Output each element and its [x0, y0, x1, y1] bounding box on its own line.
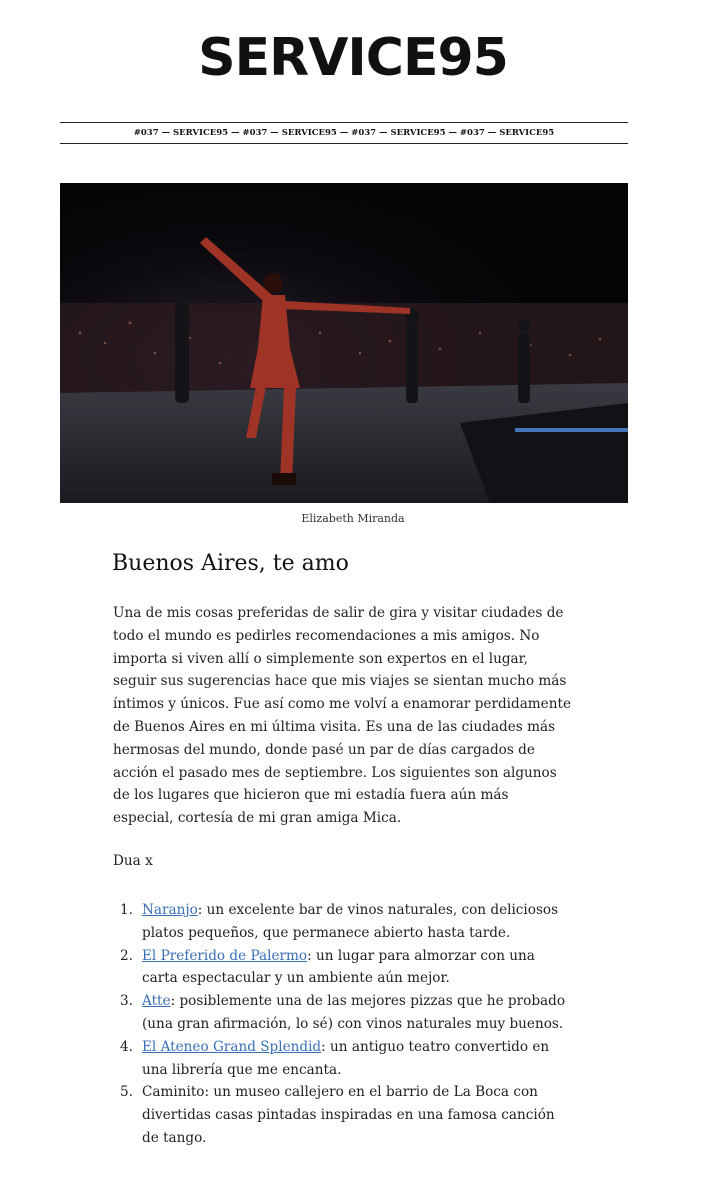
photo-caption: Elizabeth Miranda: [301, 512, 405, 525]
list-number: 1.: [120, 902, 133, 918]
list-number: 3.: [120, 993, 133, 1010]
list-item: [113, 899, 573, 945]
list-item: [113, 1036, 573, 1082]
list-item-text: : posiblemente una de las mejores pizzas que he probado (una gran afirmación, lo sé) con vinos naturales muy buenos.: [142, 993, 566, 1032]
list-number: 5.: [120, 1084, 133, 1101]
article-title: Buenos Aires, te amo: [112, 551, 349, 576]
list-item-text: : un excelente bar de vinos naturales, con deliciosos platos pequeños, que permanece abierto hasta tarde.: [142, 902, 559, 941]
hero-image: [60, 183, 628, 503]
site-logo[interactable]: SERVICE95: [198, 28, 508, 88]
issue-ticker: #037 — SERVICE95 — #037 — SERVICE95 — #037 — SERVICE95 — #037 — SERVICE95: [60, 122, 628, 144]
list-item-text: : un lugar para almorzar con una carta espectacular y un ambiente aún mejor.: [142, 947, 535, 987]
list-item: [113, 945, 573, 991]
list-number: 4.: [120, 1038, 133, 1055]
list-item: [113, 1081, 573, 1149]
recommendations-list: [113, 899, 573, 1150]
article-intro: Una de mis cosas preferidas de salir de gira y visitar ciudades de todo el mundo es pedirles recomendaciones a mis amigos. No importa si viven allí o simplemente son expertos en el lugar, seguir sus sugerencias hace que mis viajes se sientan mucho más íntimos y únicos. Fue así como me volví a enamorar perdidamente de Buenos Aires en mi última visita. Es una de las ciudades más hermosas del mundo, donde pasé un par de días cargados de acción el pasado mes de septiembre. Los siguientes son algunos de los lugares que hicieron que mi estadía fuera aún más especial, cortesía de mi gran amiga Mica.: [113, 605, 571, 827]
signoff: Dua x: [113, 853, 153, 869]
link-el-ateneo-grand-splendid[interactable]: El Ateneo Grand Splendid: [142, 1038, 322, 1055]
link-atte[interactable]: Atte: [142, 993, 171, 1010]
link-naranjo[interactable]: Naranjo: [142, 902, 198, 918]
list-item-text: Caminito: un museo callejero en el barrio de La Boca con divertidas casas pintadas inspiradas en una famosa canción de tango.: [142, 1084, 555, 1146]
list-item-text: : un antiguo teatro convertido en una librería que me encanta.: [142, 1038, 550, 1078]
concert-stage-photo: [60, 183, 628, 503]
link-el-preferido-de-palermo[interactable]: El Preferido de Palermo: [142, 947, 308, 964]
list-item: [113, 990, 573, 1036]
list-number: 2.: [120, 947, 133, 964]
